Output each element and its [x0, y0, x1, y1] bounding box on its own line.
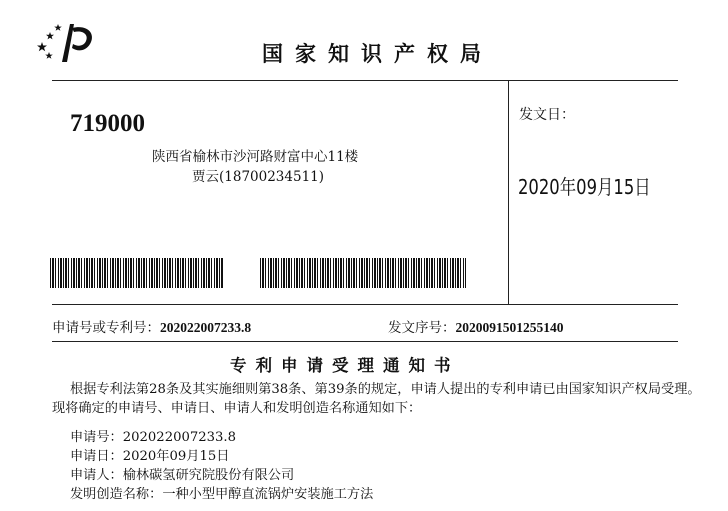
- serial-number-row: [388, 316, 564, 336]
- notice-paragraph: [52, 381, 702, 418]
- top-rule: [52, 80, 678, 81]
- application-number-row: [52, 316, 251, 336]
- barcode-right: [260, 258, 466, 288]
- serial-number-label: 发文序号：: [388, 320, 456, 336]
- notice-paragraph-text: 根据专利法第28条及其实施细则第38条、第39条的规定，申请人提出的专利申请已由国家知识产权局受理。现将确定的申请号、申请日、申请人和发明创造名称通知如下：: [52, 382, 701, 416]
- application-number: 202022007233.8: [160, 320, 252, 335]
- column-divider: [508, 80, 509, 304]
- barcode-left: [50, 258, 224, 288]
- recipient-address: 陕西省榆林市沙河路财富中心11楼: [152, 149, 359, 165]
- field-label: 申请号：: [70, 430, 123, 445]
- application-number-label: 申请号或专利号：: [52, 320, 160, 336]
- serial-number: 2020091501255140: [455, 320, 564, 335]
- field-value: 202022007233.8: [122, 430, 237, 445]
- lower-rule: [52, 341, 678, 342]
- field-invention-title: [70, 483, 373, 502]
- field-label: 申请日：: [70, 449, 123, 464]
- recipient-contact: 贾云(18700234511): [192, 169, 325, 185]
- field-value: 2020年09月15日: [122, 449, 230, 464]
- dispatch-date-label: 发文日：: [519, 107, 575, 123]
- field-label: 申请人：: [70, 468, 123, 483]
- field-label: 发明创造名称：: [70, 487, 163, 502]
- middle-rule: [52, 304, 678, 305]
- notice-title: 专利申请受理通知书: [230, 356, 460, 375]
- office-title: 国家知识产权局: [262, 42, 493, 66]
- field-value: 一种小型甲醇直流锅炉安装施工方法: [162, 487, 374, 502]
- field-value: 榆林碳氢研究院股份有限公司: [122, 468, 295, 483]
- field-application-number: [70, 426, 236, 445]
- field-applicant: [70, 464, 294, 483]
- field-application-date: [70, 445, 229, 464]
- cnipa-logo-icon: [36, 20, 98, 64]
- postcode: 719000: [70, 110, 145, 137]
- dispatch-date: 2020年09月15日: [518, 175, 651, 199]
